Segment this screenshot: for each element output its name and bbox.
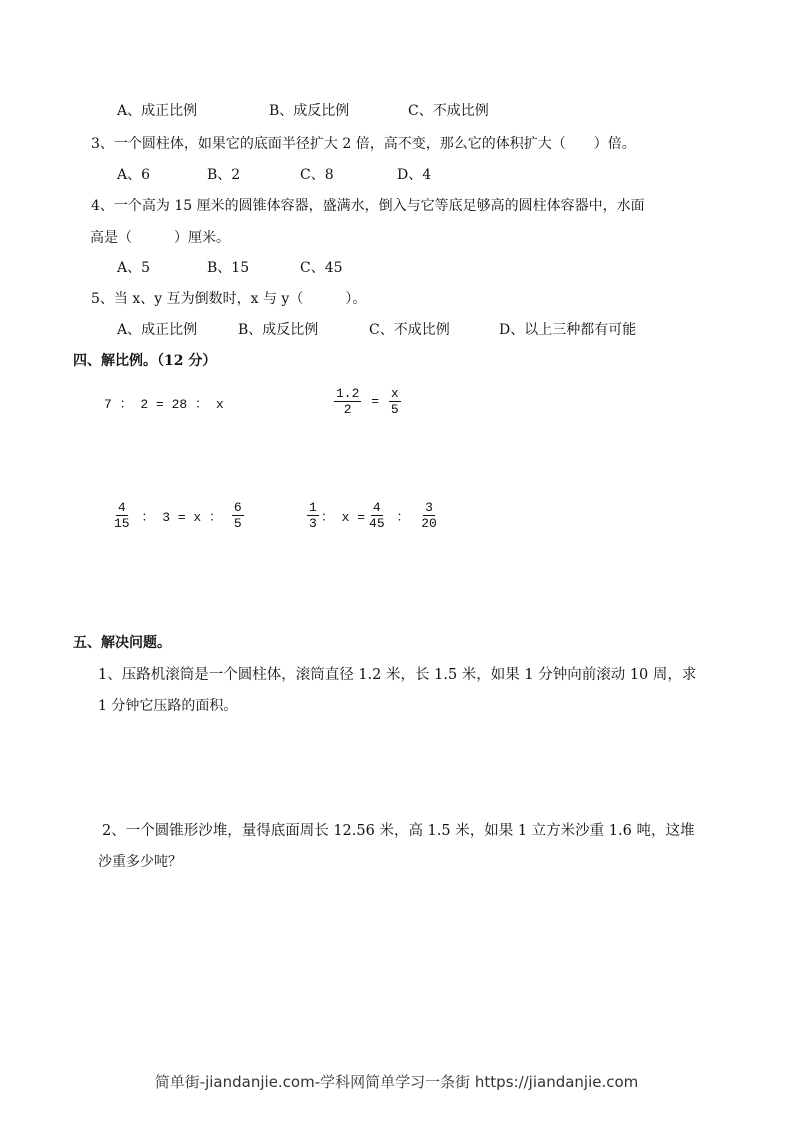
- q3-option-d: D、4: [397, 167, 432, 183]
- q3-option-b: B、2: [207, 167, 241, 183]
- numerator: x: [390, 386, 399, 401]
- footer-watermark: 简单街-jiandanjie.com-学科网简单学习一条街 https://jiandanjie.com: [154, 1073, 639, 1091]
- question-5: 5、当 x、y 互为倒数时，x 与 y（ ）。: [91, 291, 367, 307]
- section-4-title: 四、解比例。（12 分）: [73, 353, 217, 369]
- q5-option-a: A、成正比例: [117, 322, 198, 338]
- equation-1: 7 ： 2 = 28 ： x: [104, 397, 224, 412]
- denominator: 15: [114, 516, 130, 531]
- problem-1-cont: 1 分钟它压路的面积。: [98, 698, 238, 714]
- problem-2-cont: 沙重多少吨？: [98, 854, 182, 870]
- numerator: 4: [372, 500, 381, 515]
- q4-option-a: A、5: [117, 260, 151, 276]
- numerator: 1.2: [336, 386, 360, 401]
- q3-option-a: A、6: [117, 167, 151, 183]
- section-5-title: 五、解决问题。: [73, 635, 171, 651]
- q3-option-c: C、8: [300, 167, 334, 183]
- q5-option-d: D、以上三种都有可能: [499, 322, 637, 338]
- numerator: 4: [117, 500, 126, 515]
- question-3: 3、一个圆柱体，如果它的底面半径扩大 2 倍，高不变，那么它的体积扩大（ ）倍。: [91, 136, 636, 152]
- q2-option-b: B、成反比例: [269, 103, 350, 119]
- equals: =: [363, 394, 387, 409]
- numerator: 6: [233, 500, 242, 515]
- question-4-cont: 高是（ ）厘米。: [90, 230, 230, 246]
- denominator: 2: [343, 402, 352, 417]
- equation-2: [332, 386, 403, 417]
- question-4: 4、一个高为 15 厘米的圆锥体容器，盛满水，倒入与它等底足够高的圆柱体容器中，水面: [91, 198, 645, 214]
- denominator: 5: [233, 516, 242, 531]
- operator: ：: [388, 510, 418, 525]
- q5-option-c: C、不成比例: [369, 322, 450, 338]
- q5-option-b: B、成反比例: [238, 322, 319, 338]
- denominator: 5: [390, 402, 399, 417]
- equation-4: [305, 500, 441, 531]
- q2-option-a: A、成正比例: [117, 103, 198, 119]
- operator: ： x =: [320, 510, 366, 525]
- denominator: 20: [421, 516, 437, 531]
- q2-option-c: C、不成比例: [408, 103, 489, 119]
- numerator: 1: [309, 500, 317, 515]
- operator: ： 3 = x ：: [133, 510, 230, 525]
- q4-option-c: C、45: [300, 260, 343, 276]
- denominator: 3: [309, 516, 317, 531]
- equation-3: [110, 500, 246, 531]
- problem-1: 1、压路机滚筒是一个圆柱体，滚筒直径 1.2 米，长 1.5 米，如果 1 分钟向前滚动 10 周，求: [98, 667, 697, 683]
- q4-option-b: B、15: [207, 260, 250, 276]
- denominator: 45: [369, 516, 385, 531]
- problem-2: 2、一个圆锥形沙堆，量得底面周长 12.56 米，高 1.5 米，如果 1 立方米沙重 1.6 吨，这堆: [102, 823, 695, 839]
- numerator: 3: [425, 500, 433, 515]
